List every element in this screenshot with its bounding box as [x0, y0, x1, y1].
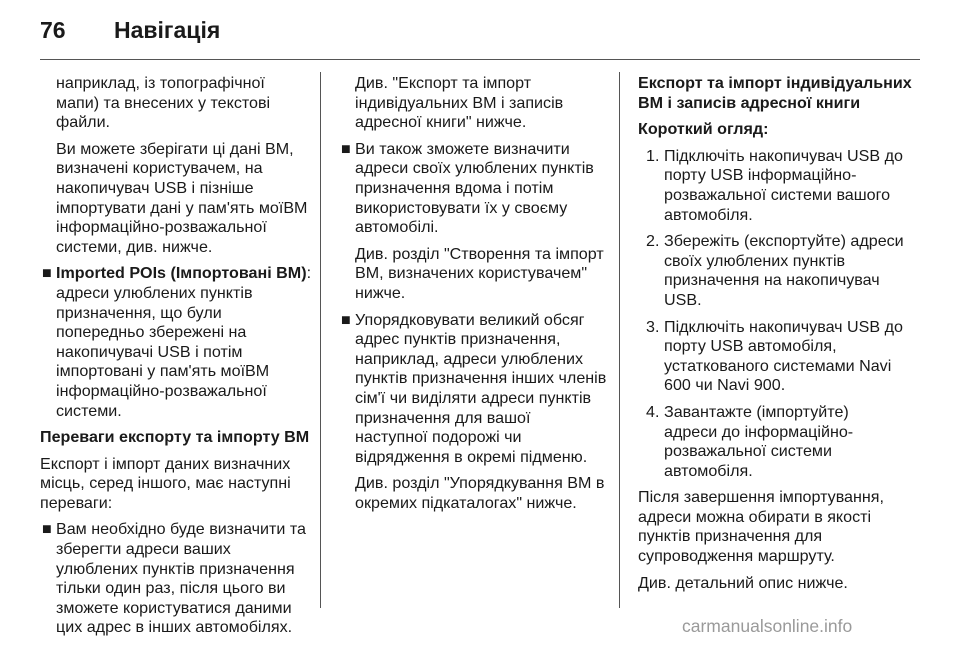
- step-number: 2.: [646, 232, 660, 251]
- after-import-paragraph: Після завершення імпортування, адреси можна обирати в якості пунктів призначення для супроводження маршруту.: [638, 488, 884, 566]
- intro-paragraph: Експорт і імпорт даних визначних місць, серед іншого, має наступні переваги:: [40, 454, 291, 512]
- bullet-square-icon: ■: [42, 264, 52, 283]
- see-reference: Див. "Експорт та імпорт індивідуальних ВМ і записів адресної книги" нижче.: [355, 74, 564, 132]
- benefit-bullet: ■ Вам необхідно буде визначити та зберегти адреси ваших улюблених пунктів призначення тільки один раз, після цього ви зможете користуватися даними цих адрес в інших автомобілях.: [42, 520, 306, 637]
- section-heading: Переваги експорту та імпорту ВМ: [40, 428, 310, 447]
- step-number: 4.: [646, 402, 660, 421]
- column-divider-right: [619, 72, 620, 608]
- subheading: Короткий огляд:: [638, 120, 769, 139]
- storage-paragraph: Ви можете зберігати ці дані ВМ, визначені користувачем, на накопичувач USB і пізніше імпортувати дані у пам'ять моїВМ інформаційно-розважальної системи, див. нижче.: [56, 139, 308, 256]
- step-number: 1.: [646, 146, 660, 165]
- imported-pois-bullet: ■ Imported POIs (Імпортовані ВМ): адреси улюблених пунктів призначення, що були попередньо збережені на накопичувачі USB і потім імпортовані у пам'ять моїВМ інформаційно-розважальної системи.: [42, 264, 312, 420]
- column-2: [339, 74, 615, 520]
- step-item: 3. Підключіть накопичувач USB до порту USB автомобіля, устаткованого системами Navi 600 чи Navi 900.: [646, 317, 903, 395]
- see-reference: Див. розділ "Створення та імпорт ВМ, визначених користувачем" нижче.: [355, 244, 604, 302]
- column-1: [40, 74, 316, 645]
- watermark: carmanualsonline.info: [682, 616, 853, 636]
- column-divider-left: [320, 72, 321, 608]
- page-title: Навігація: [114, 17, 221, 43]
- organize-bullet: ■ Упорядковувати великий обсяг адрес пунктів призначення, наприклад, адреси улюблених пунктів призначення інших членів сім'ї чи виділяти адреси пунктів призначення для вашої наступної подорожі чи відрядження в окремі підменю.: [341, 310, 607, 466]
- see-reference: Див. розділ "Упорядкування ВМ в окремих підкаталогах" нижче.: [355, 474, 605, 512]
- step-item: 4. Завантажте (імпортуйте) адреси до інформаційно- розважальної системи автомобіля.: [646, 402, 854, 480]
- bullet-square-icon: ■: [341, 310, 351, 329]
- header-rule: [40, 59, 920, 60]
- page-header: [0, 0, 960, 62]
- page-number: 76: [40, 17, 66, 43]
- step-item: 1. Підключіть накопичувач USB до порту USB інформаційно- розважальної системи вашого автомобіля.: [646, 146, 903, 224]
- section-heading: Експорт та імпорт індивідуальних ВМ і записів адресної книги: [638, 74, 912, 112]
- see-reference: Див. детальний опис нижче.: [638, 573, 848, 592]
- step-item: 2. Збережіть (експортуйте) адреси своїх улюблених пунктів призначення на накопичувач USB.: [646, 232, 904, 309]
- continued-text: наприклад, із топографічної мапи) та внесених у текстові файли.: [56, 74, 271, 132]
- imported-pois-term: Imported POIs (Імпортовані ВМ): [56, 264, 307, 283]
- column-3: [638, 74, 924, 600]
- step-number: 3.: [646, 317, 660, 336]
- bullet-square-icon: ■: [42, 520, 52, 539]
- home-define-bullet: ■ Ви також зможете визначити адреси своїх улюблених пунктів призначення вдома і потім використовувати їх у своєму автомобілі.: [341, 139, 594, 237]
- bullet-square-icon: ■: [341, 139, 351, 158]
